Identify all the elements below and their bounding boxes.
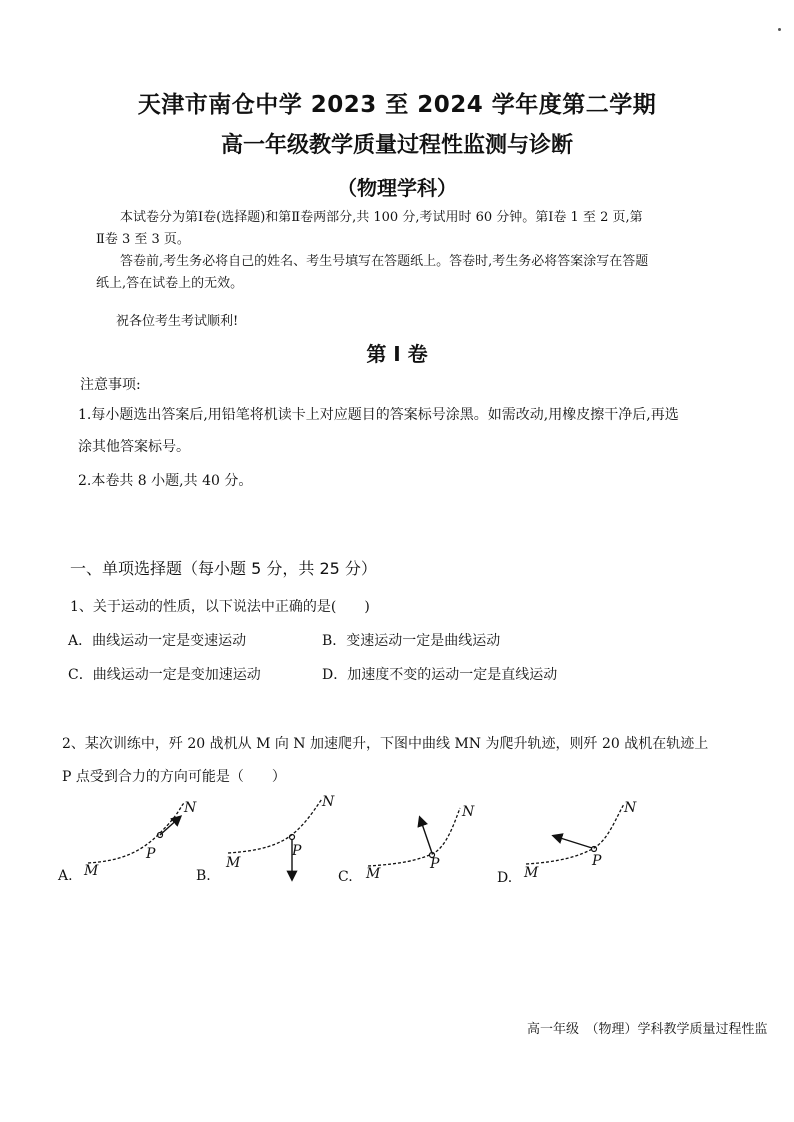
exam-title-line1: 天津市南仓中学 2023 至 2024 学年度第二学期: [137, 92, 657, 118]
figure-c-m: M: [366, 866, 381, 882]
q1-option-b: B．变速运动一定是曲线运动: [322, 633, 501, 649]
question-2-stem-2: P 点受到合力的方向可能是（ ）: [62, 769, 286, 785]
figure-a-p: P: [146, 846, 156, 862]
figure-d-label: D.: [497, 870, 513, 886]
figure-a-m: M: [84, 863, 99, 879]
good-luck-line: 祝各位考生考试顺利!: [116, 314, 239, 329]
figure-c-n: N: [462, 804, 475, 820]
scan-speck: [778, 28, 781, 31]
figure-d-p: P: [592, 853, 602, 869]
question-2-stem-1: 2、某次训练中，歼 20 战机从 M 向 N 加速爬升，下图中曲线 MN 为爬升轨迹，则歼 20 战机在轨迹上: [62, 736, 709, 752]
note-1a: 1.每小题选出答案后,用铅笔将机读卡上对应题目的答案标号涂黑。如需改动,用橡皮擦干净后,再选: [78, 407, 679, 423]
intro-paragraph-1b: Ⅱ卷 3 至 3 页。: [96, 232, 190, 247]
note-1b: 涂其他答案标号。: [78, 439, 190, 455]
q1-option-c: C．曲线运动一定是变加速运动: [68, 667, 261, 683]
volume-title: 第 Ⅰ 卷: [366, 342, 428, 366]
figure-c-p: P: [430, 856, 440, 872]
figure-b-n: N: [322, 794, 335, 810]
note-2: 2.本卷共 8 小题,共 40 分。: [78, 473, 253, 489]
intro-paragraph-1a: 本试卷分为第Ⅰ卷(选择题)和第Ⅱ卷两部分,共 100 分,考试用时 60 分钟。第Ⅰ卷 1 至 2 页,第: [120, 210, 643, 225]
figure-b-label: B.: [196, 868, 211, 884]
section-title: 一、单项选择题（每小题 5 分，共 25 分）: [70, 559, 377, 578]
page-footer: 高一年级 （物理）学科教学质量过程性监: [527, 1022, 768, 1037]
figure-b-m: M: [226, 855, 241, 871]
notes-heading: 注意事项:: [80, 377, 141, 393]
question-1-stem: 1、关于运动的性质，以下说法中正确的是( ): [70, 599, 370, 615]
exam-title-line2: 高一年级教学质量过程性监测与诊断: [220, 133, 573, 158]
figure-a-n: N: [184, 800, 197, 816]
figure-d-n: N: [624, 800, 637, 816]
exam-subject: （物理学科）: [337, 176, 457, 200]
figure-a-label: A.: [58, 868, 73, 884]
intro-paragraph-2a: 答卷前,考生务必将自己的姓名、考生号填写在答题纸上。答卷时,考生务必将答案涂写在答题: [120, 254, 649, 269]
q1-option-d: D．加速度不变的运动一定是直线运动: [322, 667, 558, 683]
q1-option-a: A．曲线运动一定是变速运动: [68, 633, 247, 649]
figure-c-label: C.: [338, 869, 353, 885]
figure-b-p: P: [292, 843, 302, 859]
figure-d-m: M: [524, 865, 539, 881]
intro-paragraph-2b: 纸上,答在试卷上的无效。: [96, 276, 244, 291]
